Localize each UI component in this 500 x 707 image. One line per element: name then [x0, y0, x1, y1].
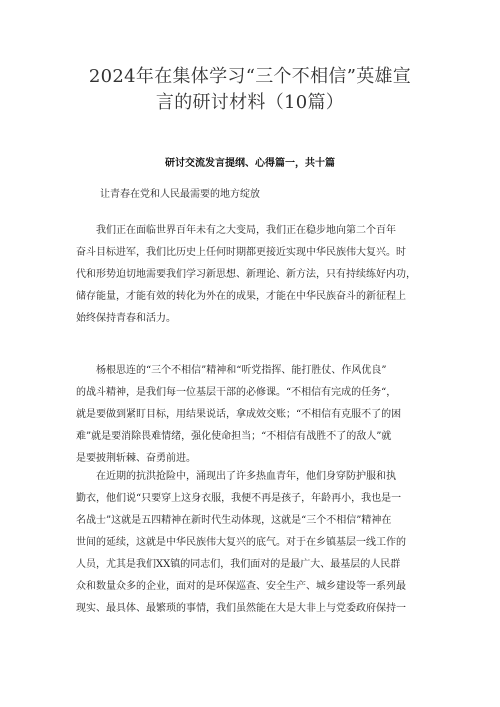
paragraph-line: 杨根思连的“三个不相信”精神和“听党指挥、能打胜仗、作风优良” — [76, 365, 387, 376]
paragraph-line: 世间的延续，这就是中华民族伟大复兴的底气。对于在乡镇基层一线工作的 — [76, 537, 406, 548]
paragraph-line: 人员，尤其是我们XX镇的同志们，我们面对的是最广大、最基层的人民群 — [76, 559, 401, 570]
paragraph-line: 我们正在面临世界百年未有之大变局，我们正在稳步地向第二个百年 — [76, 225, 396, 236]
paragraph-line: 勤衣，他们说“只要穿上这身衣服，我便不再是孩子，年龄再小，我也是一 — [76, 493, 402, 504]
paragraph-3 — [76, 466, 432, 620]
section-subtitle: 研讨交流发言提纲、心得篇一，共十篇 — [165, 158, 335, 169]
title-line-2: 言的研讨材料（10篇） — [155, 92, 345, 113]
paragraph-line: 的战斗精神，是我们每一位基层干部的必修课。“不相信有完成的任务“， — [76, 387, 397, 398]
paragraph-line: 名战士”这就是五四精神在新时代生动体现，这就是“三个不相信”精神在 — [76, 515, 392, 526]
paragraph-2 — [76, 360, 432, 470]
paragraph-line: 在近期的抗洪抢险中，涌现出了许多热血青年，他们身穿防护服和执 — [76, 471, 396, 482]
paragraph-line: 众和数量众多的企业，面对的是环保巡查、安全生产、城乡建设等一系列最 — [76, 581, 406, 592]
title-line-1: 2024年在集体学习“三个不相信”英雄宣 — [88, 66, 412, 87]
paragraph-line: 难”就是要消除畏难情绪，强化使命担当；“不相信有战胜不了的敌人”就 — [76, 431, 392, 442]
paragraph-line: 就是要做到紧盯目标，用结果说话，拿成效交账；“不相信有克服不了的困 — [76, 409, 402, 420]
document-title — [40, 64, 460, 116]
paragraph-line: 储存能量，才能有效的转化为外在的成果，才能在中华民族奋斗的新征程上 — [76, 291, 406, 302]
paragraph-line: 奋斗目标进军，我们比历史上任何时期都更接近实现中华民族伟大复兴。时 — [76, 247, 406, 258]
paragraph-1 — [76, 220, 432, 330]
paragraph-line: 是要披荆斩棘、奋勇前进。 — [76, 453, 196, 464]
lead-heading: 让青春在党和人民最需要的地方绽放 — [100, 189, 260, 200]
paragraph-line: 现实、最具体、最繁琐的事情，我们虽然能在大是大非上与党委政府保持一 — [76, 603, 406, 614]
paragraph-line: 代和形势迫切地需要我们学习新思想、新理论、新方法，只有持续练好内功， — [76, 269, 416, 280]
paragraph-line: 始终保持青春和活力。 — [76, 313, 176, 324]
